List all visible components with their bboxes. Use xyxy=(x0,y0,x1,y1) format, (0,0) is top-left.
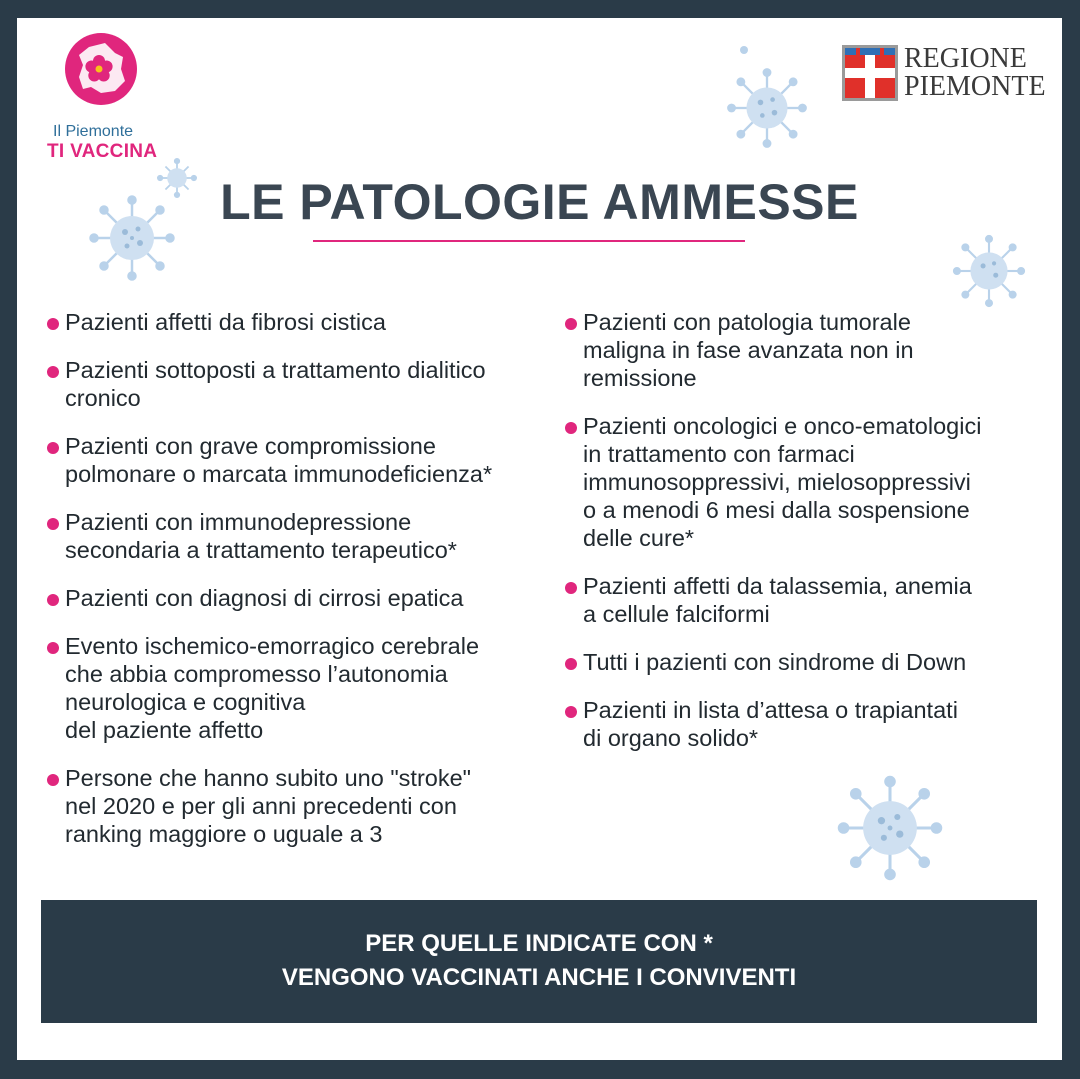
title-underline xyxy=(313,240,745,242)
list-item-text: Evento ischemico-emorragico cerebrale che abbia compromesso l’autonomia neurologica e cognitiva del paziente affetto xyxy=(65,633,480,743)
conditions-list-left xyxy=(47,308,547,868)
list-item-text: Pazienti in lista d’attesa o trapiantati di organo solido* xyxy=(583,697,958,751)
footer-line2: VENGONO VACCINATI ANCHE I CONVIVENTI xyxy=(281,964,797,991)
bullet-icon xyxy=(565,318,577,330)
list-item xyxy=(565,412,1045,552)
footer-banner xyxy=(41,900,1037,1023)
logo-text-line1: Il Piemonte xyxy=(53,123,134,140)
list-item xyxy=(47,508,547,564)
piemonte-flag-icon xyxy=(842,45,898,101)
list-item xyxy=(47,632,547,744)
region-name xyxy=(904,45,1046,101)
logo-text-line2: TI VACCINA xyxy=(47,141,158,162)
virus-icon xyxy=(835,773,945,883)
list-item-text: Pazienti con grave compromissione polmonare o marcata immunodeficienza* xyxy=(65,433,493,487)
list-item-text: Pazienti affetti da fibrosi cistica xyxy=(65,309,386,335)
footer-line1: PER QUELLE INDICATE CON * xyxy=(365,930,713,957)
conditions-list-right xyxy=(565,308,1045,772)
list-item xyxy=(565,648,1045,676)
list-item xyxy=(47,308,547,336)
list-item xyxy=(565,572,1045,628)
list-item xyxy=(565,308,1045,392)
regione-piemonte-logo xyxy=(842,43,1046,103)
list-item xyxy=(565,696,1045,752)
virus-dot xyxy=(740,46,748,54)
bullet-icon xyxy=(47,594,59,606)
list-item-text: Pazienti affetti da talassemia, anemia a cellule falciformi xyxy=(583,573,972,627)
bullet-icon xyxy=(565,422,577,434)
bullet-icon xyxy=(565,658,577,670)
piemonte-ti-vaccina-logo xyxy=(47,33,167,162)
bullet-icon xyxy=(47,318,59,330)
list-item-text: Pazienti con diagnosi di cirrosi epatica xyxy=(65,585,464,611)
list-item-text: Pazienti oncologici e onco-ematologici in trattamento con farmaci immunosoppressivi, mielosoppressivi o a menodi 6 mesi dalla sospensione delle cure* xyxy=(583,413,982,551)
region-line2: PIEMONTE xyxy=(904,71,1046,102)
list-item-text: Tutti i pazienti con sindrome di Down xyxy=(583,649,967,675)
infographic-card xyxy=(17,18,1062,1060)
bullet-icon xyxy=(47,518,59,530)
list-item-text: Pazienti con immunodepressione secondaria a trattamento terapeutico* xyxy=(65,509,457,563)
list-item xyxy=(47,432,547,488)
list-item-text: Persone che hanno subito uno "stroke" nel 2020 e per gli anni precedenti con ranking maggiore o uguale a 3 xyxy=(65,765,472,847)
bullet-icon xyxy=(565,582,577,594)
virus-icon xyxy=(951,233,1027,309)
region-line1: REGIONE xyxy=(904,43,1027,74)
list-item xyxy=(47,584,547,612)
list-item xyxy=(47,356,547,412)
bullet-icon xyxy=(47,642,59,654)
list-item-text: Pazienti con patologia tumorale maligna in fase avanzata non in remissione xyxy=(583,309,914,391)
bullet-icon xyxy=(47,774,59,786)
piemonte-flower-icon xyxy=(65,33,137,105)
list-item-text: Pazienti sottoposti a trattamento dialitico cronico xyxy=(65,357,486,411)
page-title: LE PATOLOGIE AMMESSE xyxy=(220,174,859,230)
bullet-icon xyxy=(565,706,577,718)
list-item xyxy=(47,764,547,848)
bullet-icon xyxy=(47,442,59,454)
bullet-icon xyxy=(47,366,59,378)
virus-icon xyxy=(725,66,809,150)
